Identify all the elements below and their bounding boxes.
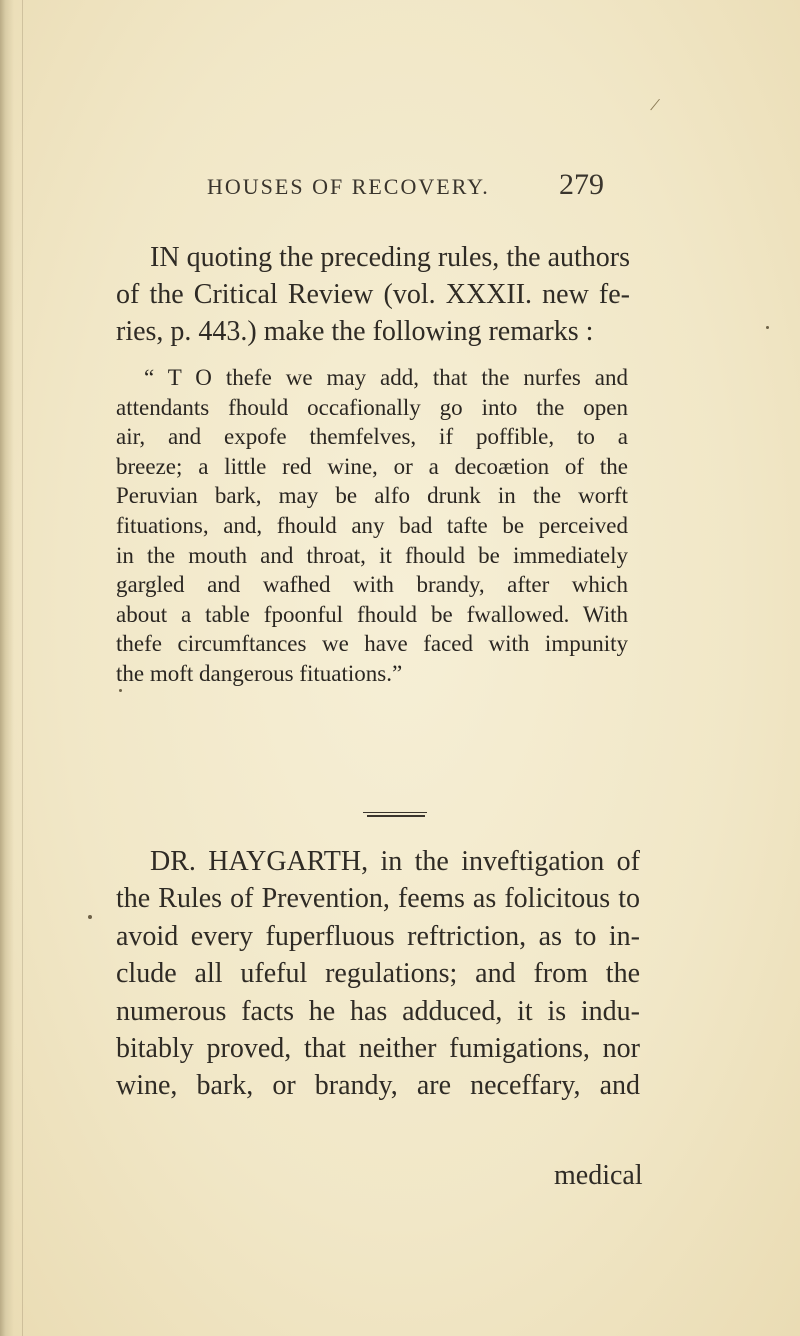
quoted-passage [116,363,628,689]
text-line: attendants fhould occafionally go into the open [116,394,628,420]
text-line: wine, bark, or brandy, are neceffary, and [116,1070,640,1102]
text-line: the Rules of Prevention, feems as folicitous to [116,883,640,915]
text-line: thefe circumftances we have faced with impunity [116,631,628,657]
text-line: gargled and wafhed with brandy, after which [116,572,628,598]
text-line: avoid every fuperfluous reftriction, as to in- [116,920,640,952]
paper-speck [766,326,769,329]
text-line: ries, p. 443.) make the following remarks : [116,316,594,347]
text-line: fituations, and, fhould any bad tafte be perceived [116,512,628,538]
running-head [0,168,800,208]
paragraph-haygarth [116,843,640,1105]
text-line: clude all ufeful regulations; and from the [116,958,640,990]
section-divider [363,812,427,818]
pencil-mark: / [648,93,662,117]
text-line: “ T O thefe we may add, that the nurfes and [144,365,628,390]
catchword: medical [554,1160,643,1191]
text-line: DR. HAYGARTH, in the inveftigation of [150,846,640,877]
text-line: numerous facts he has adduced, it is indu- [116,995,640,1027]
text-line: IN quoting the preceding rules, the authors [150,242,630,273]
running-title: HOUSES OF RECOVERY. [207,174,490,199]
paper-speck [119,689,122,692]
text-line: the moft dangerous fituations.” [116,660,403,686]
text-line: breeze; a little red wine, or a decoætion of the [116,453,628,479]
paper-speck [88,915,92,919]
text-line: about a table fpoonful fhould be fwallowed. With [116,601,628,627]
paragraph-intro [116,239,630,350]
text-line: bitably proved, that neither fumigations, nor [116,1033,640,1065]
text-line: of the Critical Review (vol. XXXII. new fe- [116,279,630,310]
text-line: air, and expofe themfelves, if poffible, to a [116,424,628,450]
page-number: 279 [559,168,604,201]
text-line: Peruvian bark, may be alfo drunk in the worft [116,483,628,509]
text-line: in the mouth and throat, it fhould be immediately [116,542,628,568]
divider-rule [363,812,427,813]
divider-rule [367,815,425,817]
